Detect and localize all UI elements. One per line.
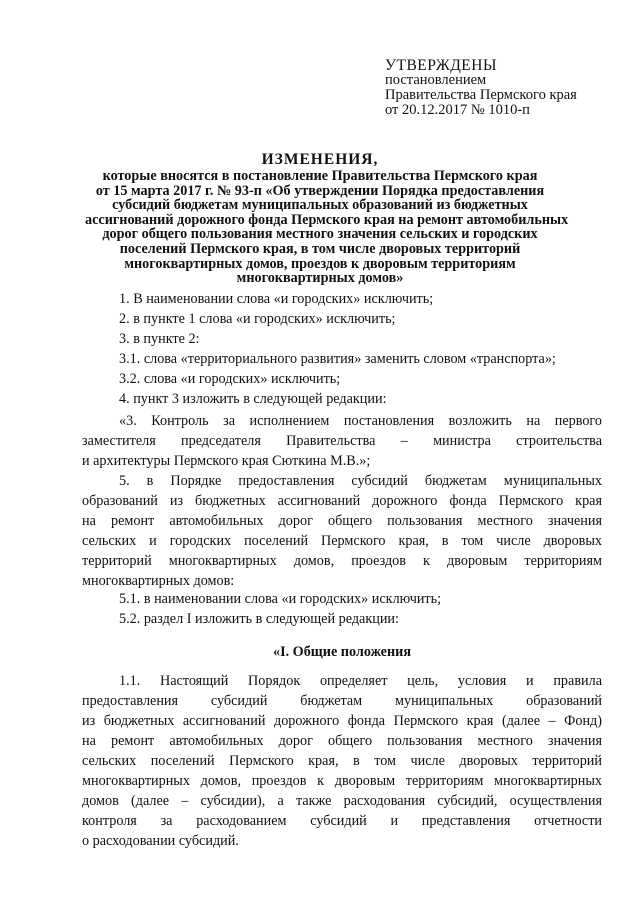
text-line: из бюджетных ассигнований дорожного фонда Пермского края (далее – Фонд) — [82, 713, 602, 729]
approved-date-number: от 20.12.2017 № 1010-п — [385, 102, 530, 118]
item-2: 2. в пункте 1 слова «и городских» исключить; — [119, 311, 396, 327]
subtitle-line: дорог общего пользования местного значения сельских и городских — [102, 226, 538, 243]
item-5-2: 5.2. раздел I изложить в следующей редакции: — [119, 611, 399, 627]
text-line: домов (далее – субсидии), а также расходования субсидий, осуществления — [82, 793, 602, 809]
approval-stamp — [385, 58, 620, 118]
text-line: на ремонт автомобильных дорог общего пользования местного значения — [82, 733, 602, 749]
document-title: ИЗМЕНЕНИЯ, — [261, 151, 379, 168]
text-line: предоставления субсидий бюджетам муниципальных образований — [82, 693, 602, 709]
text-line: «3. Контроль за исполнением постановления возложить на первого — [119, 413, 602, 429]
text-line: заместителя председателя Правительства – министра строительства — [82, 433, 602, 449]
text-line: 5. в Порядке предоставления субсидий бюджетам муниципальных — [119, 473, 602, 489]
approved-heading: УТВЕРЖДЕНЫ — [385, 57, 497, 74]
item-5 — [82, 471, 602, 591]
text-line: на ремонт автомобильных дорог общего пользования местного значения — [82, 513, 602, 529]
item-5-1: 5.1. в наименовании слова «и городских» исключить; — [119, 591, 442, 607]
text-line: сельских поселений Пермского края, в том числе дворовых территорий — [82, 753, 602, 769]
item-3-1: 3.1. слова «территориального развития» заменить словом «транспорта»; — [119, 351, 556, 367]
text-line: о расходовании субсидий. — [82, 833, 239, 849]
approved-by: постановлением — [385, 72, 487, 88]
item-4: 4. пункт 3 изложить в следующей редакции: — [119, 391, 387, 407]
subtitle-line: многоквартирных домов, проездов к дворовым территориям — [124, 255, 516, 272]
text-line: образований из бюджетных ассигнований дорожного фонда Пермского края — [82, 493, 602, 509]
text-line: многоквартирных домов: — [82, 573, 235, 589]
item-1: 1. В наименовании слова «и городских» исключить; — [119, 291, 434, 307]
text-line: 1.1. Настоящий Порядок определяет цель, условия и правила — [119, 673, 602, 689]
subtitle-line: от 15 марта 2017 г. № 93-п «Об утверждении Порядка предоставления — [95, 182, 545, 199]
quoted-point-3 — [82, 411, 602, 471]
text-line: многоквартирных домов, проездов к дворовым территориям многоквартирных — [82, 773, 602, 789]
text-line: территорий многоквартирных домов, проездов к дворовым территориям — [82, 553, 602, 569]
subtitle-line: ассигнований дорожного фонда Пермского края на ремонт автомобильных — [85, 211, 569, 228]
subtitle-line: субсидий бюджетам муниципальных образований из бюджетных — [112, 197, 528, 214]
text-line: и архитектуры Пермского края Сюткина М.В.»; — [82, 453, 371, 469]
subtitle-line: поселений Пермского края, в том числе дворовых территорий — [119, 240, 521, 257]
approved-authority: Правительства Пермского края — [385, 87, 577, 103]
paragraph-1-1 — [82, 671, 602, 851]
subtitle-line: которые вносятся в постановление Правительства Пермского края — [102, 168, 538, 184]
text-line: контроля за расходованием субсидий и представления отчетности — [82, 813, 602, 829]
document-subtitle — [85, 168, 569, 287]
section-title: «I. Общие положения — [272, 644, 412, 660]
text-line: сельских и городских поселений Пермского края, в том числе дворовых — [82, 533, 602, 549]
item-3-2: 3.2. слова «и городских» исключить; — [119, 371, 341, 387]
item-3: 3. в пункте 2: — [119, 331, 200, 347]
subtitle-line: многоквартирных домов» — [236, 270, 404, 287]
